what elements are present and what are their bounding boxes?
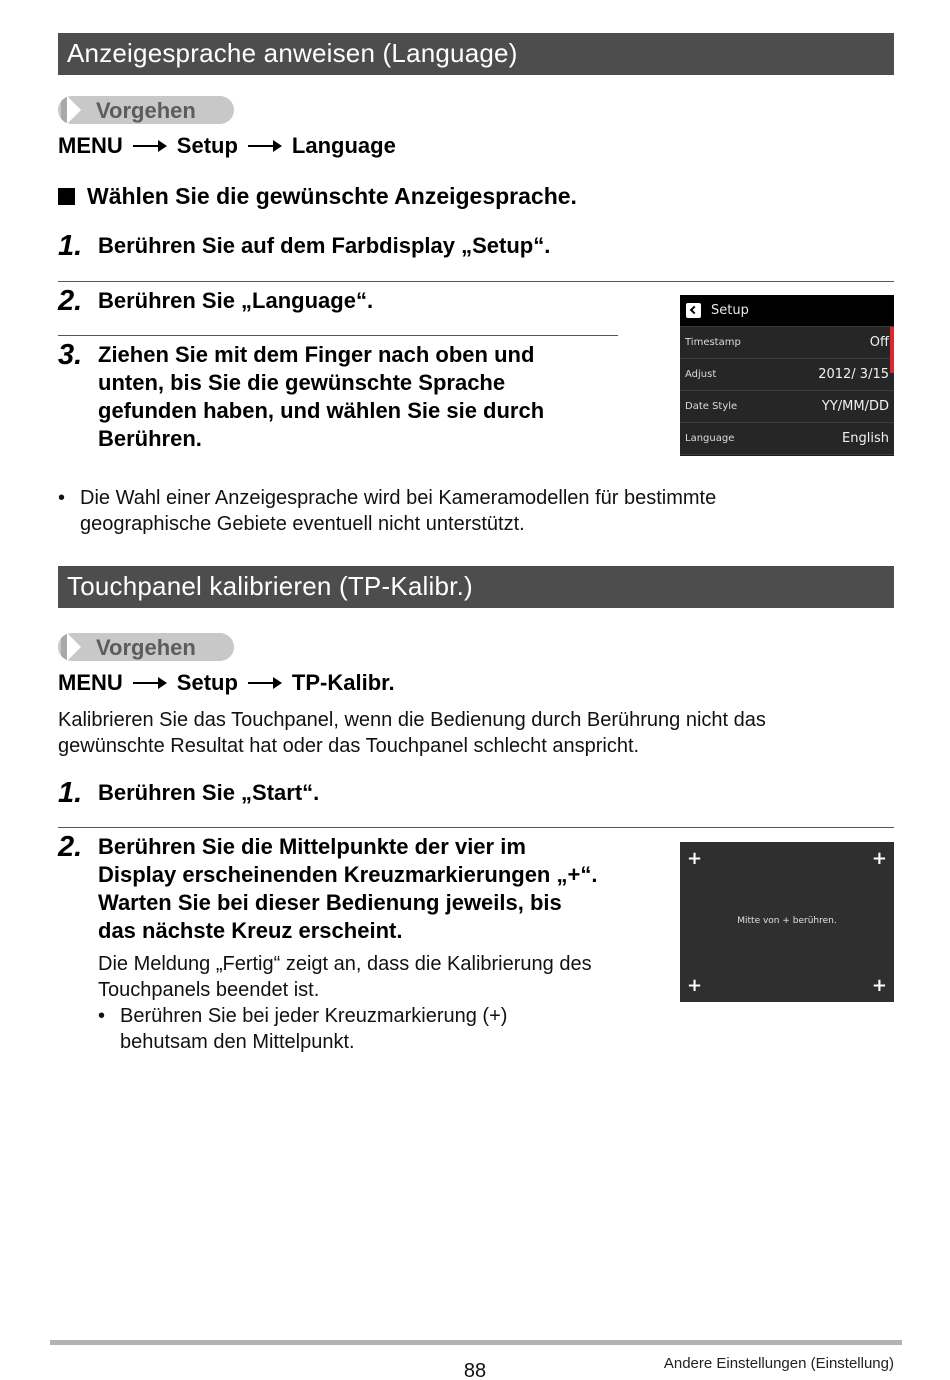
footer-divider <box>50 1340 902 1345</box>
setting-row <box>680 391 894 423</box>
step-number: 3. <box>58 339 83 371</box>
square-bullet-icon <box>58 188 75 205</box>
divider <box>58 281 894 282</box>
section-title-language: Anzeigesprache anweisen (Language) <box>58 33 894 75</box>
setting-value: 2012/ 3/15 <box>818 367 889 382</box>
back-arrow-icon <box>686 303 701 318</box>
procedure-badge <box>58 96 234 124</box>
setting-value: English <box>842 431 889 446</box>
task-heading-text: Wählen Sie die gewünschte Anzeigesprache. <box>87 183 577 209</box>
menu-path-item: Language <box>291 133 396 158</box>
step-note-text: Berühren Sie bei jeder Kreuzmarkierung (+) behutsam den Mittelpunkt. <box>120 1005 508 1053</box>
step-detail: Die Meldung „Fertig“ zeigt an, dass die Kalibrierung des Touchpanels beendet ist. <box>98 953 592 1001</box>
step <box>58 287 618 316</box>
divider <box>58 335 618 336</box>
task-heading <box>58 183 577 210</box>
step-number: 2. <box>58 831 83 863</box>
step-text: Berühren Sie „Start“. <box>98 780 320 805</box>
step-number: 2. <box>58 285 83 317</box>
step-text: Berühren Sie die Mittelpunkte der vier im Display erscheinenden Kreuzmarkierungen „+“. Warten Sie bei dieser Bedienung jeweils, bis das nächste Kreuz erscheint. <box>98 834 598 943</box>
procedure-label: Vorgehen <box>96 635 196 660</box>
step-text: Berühren Sie auf dem Farbdisplay „Setup“. <box>98 233 551 258</box>
divider <box>58 827 894 828</box>
bullet-icon: • <box>98 1005 106 1027</box>
note <box>58 485 818 537</box>
setting-row <box>680 327 894 359</box>
menu-path-item: Setup <box>176 670 238 695</box>
arrow-right-icon <box>248 677 282 689</box>
crosshair-icon: + <box>687 848 703 869</box>
bullet-icon: • <box>58 487 66 509</box>
scroll-indicator <box>890 327 894 373</box>
step <box>58 232 894 261</box>
step-number: 1. <box>58 777 83 809</box>
setting-key: Adjust <box>685 369 717 380</box>
menu-path-item: Setup <box>176 133 238 158</box>
procedure-badge <box>58 633 234 661</box>
crosshair-icon: + <box>871 975 887 996</box>
menu-path <box>58 670 395 696</box>
arrow-right-icon <box>133 140 167 152</box>
crosshair-icon: + <box>687 975 703 996</box>
note-text: Die Wahl einer Anzeigesprache wird bei Kameramodellen für bestimmte geographische Gebiete eventuell nicht unterstützt. <box>80 487 717 535</box>
menu-path <box>58 133 396 159</box>
step-number: 1. <box>58 230 83 262</box>
page-number: 88 <box>463 1360 487 1380</box>
calibration-message: Mitte von + berühren. <box>737 916 837 926</box>
step-note <box>98 1003 578 1055</box>
menu-path-item: MENU <box>58 133 123 158</box>
menu-path-item: TP-Kalibr. <box>291 670 395 695</box>
section-title-calibration: Touchpanel kalibrieren (TP-Kalibr.) <box>58 566 894 608</box>
step-text: Berühren Sie „Language“. <box>98 288 374 313</box>
calibration-screen-image <box>680 842 894 1002</box>
screen-title-bar <box>680 295 894 327</box>
intro-text: Kalibrieren Sie das Touchpanel, wenn die Bedienung durch Berührung nicht das gewünschte Resultat hat oder das Touchpanel schlecht anspricht. <box>58 709 766 757</box>
setting-key: Language <box>685 433 735 444</box>
setting-row <box>680 423 894 455</box>
screen-title: Setup <box>711 303 749 318</box>
setting-key: Timestamp <box>685 337 741 348</box>
setup-screen-image <box>680 295 894 456</box>
crosshair-icon: + <box>871 848 887 869</box>
menu-path-item: MENU <box>58 670 123 695</box>
setting-key: Date Style <box>685 401 738 412</box>
procedure-label: Vorgehen <box>96 98 196 123</box>
badge-notch <box>67 633 81 661</box>
badge-notch <box>67 96 81 124</box>
step <box>58 833 618 945</box>
chapter-label: Andere Einstellungen (Einstellung) <box>663 1355 894 1372</box>
arrow-right-icon <box>133 677 167 689</box>
step <box>58 779 894 808</box>
step <box>58 341 598 453</box>
arrow-right-icon <box>248 140 282 152</box>
step-text: Ziehen Sie mit dem Finger nach oben und unten, bis Sie die gewünschte Sprache gefunden haben, und wählen Sie sie durch Berühren. <box>98 342 545 451</box>
setting-value: Off <box>869 335 889 350</box>
setting-value: YY/MM/DD <box>821 399 889 414</box>
setting-row <box>680 359 894 391</box>
